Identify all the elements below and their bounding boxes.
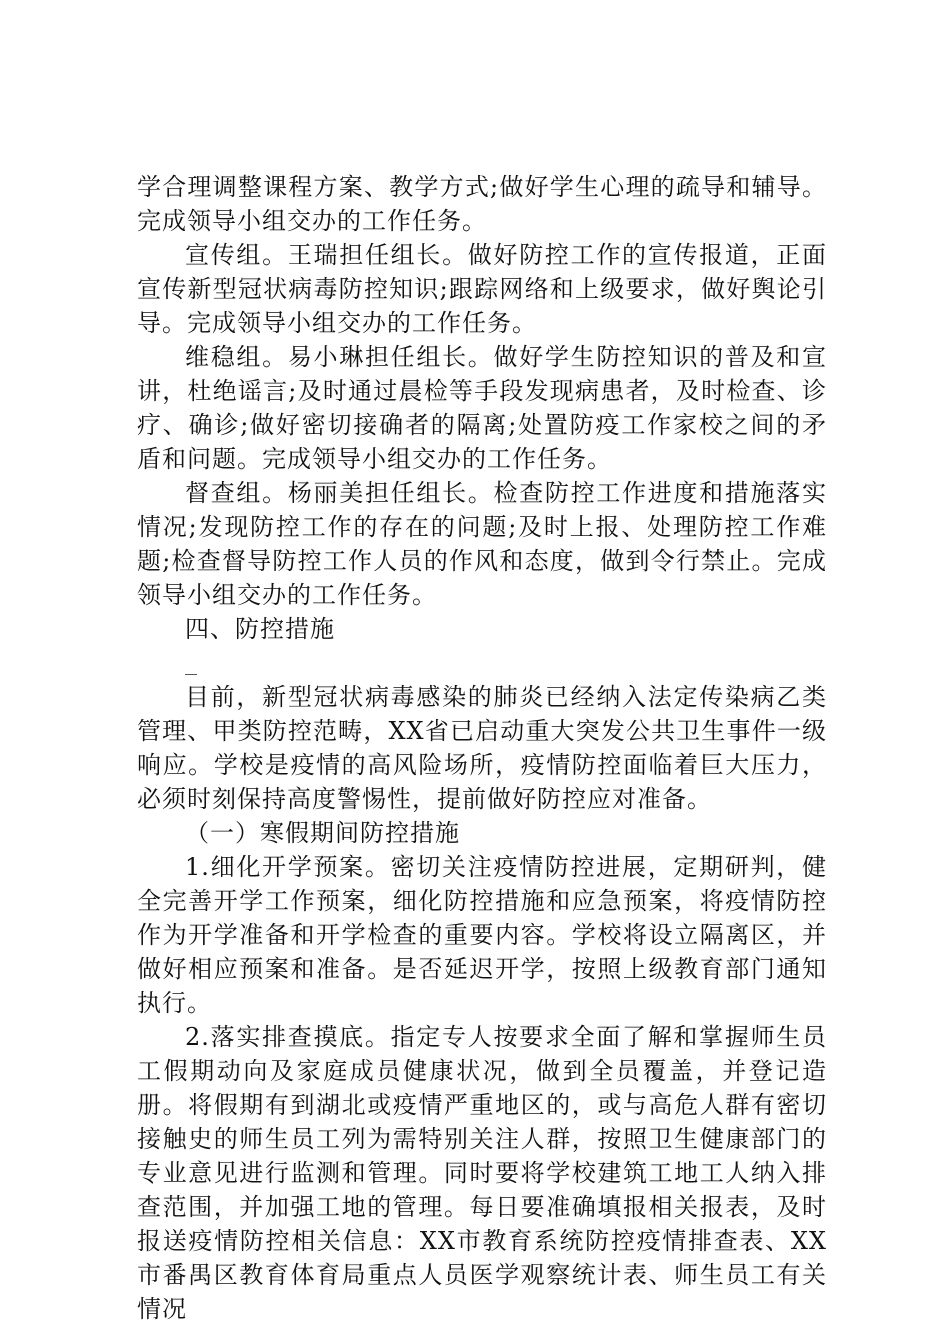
- paragraph-item-2: 2.落实排查摸底。指定专人按要求全面了解和掌握师生员工假期动向及家庭成员健康状况，做到全员覆盖，并登记造册。将假期有到湖北或疫情严重地区的，或与高危人群有密切接触史的师生员工列为需特别关注人群，按照卫生健康部门的专业意见进行监测和管理。同时要将学校建筑工地工人纳入排查范围，并加强工地的管理。每日要准确填报相关报表，及时报送疫情防控相关信息：XX市教育系统防控疫情排查表、XX市番禺区教育体育局重点人员医学观察统计表、师生员工有关情况: [137, 1023, 827, 1323]
- underline-mark: [185, 674, 197, 675]
- paragraph-stability-group: 维稳组。易小琳担任组长。做好学生防控知识的普及和宣讲，杜绝谣言;及时通过晨检等手段发现病患者，及时检查、诊疗、确诊;做好密切接确者的隔离;处置防疫工作家校之间的矛盾和问题。完成领导小组交办的工作任务。: [137, 343, 827, 473]
- paragraph-continuation: 学合理调整课程方案、教学方式;做好学生心理的疏导和辅导。完成领导小组交办的工作任务。: [137, 173, 827, 235]
- paragraph-supervision-group: 督查组。杨丽美担任组长。检查防控工作进度和措施落实情况;发现防控工作的存在的问题;及时上报、处理防控工作难题;检查督导防控工作人员的作风和态度，做到令行禁止。完成领导小组交办的工作任务。: [137, 479, 827, 609]
- blank-line: [137, 646, 827, 680]
- document-body: [137, 170, 827, 1326]
- subsection-heading-winter-break: （一）寒假期间防控措施: [185, 819, 460, 847]
- paragraph-publicity-group: 宣传组。王瑞担任组长。做好防控工作的宣传报道，正面宣传新型冠状病毒防控知识;跟踪网络和上级要求，做好舆论引导。完成领导小组交办的工作任务。: [137, 241, 827, 337]
- paragraph-item-1: 1.细化开学预案。密切关注疫情防控进展，定期研判，健全完善开学工作预案，细化防控措施和应急预案，将疫情防控作为开学准备和开学检查的重要内容。学校将设立隔离区，并做好相应预案和准备。是否延迟开学，按照上级教育部门通知执行。: [137, 853, 827, 1017]
- paragraph-current-situation: 目前，新型冠状病毒感染的肺炎已经纳入法定传染病乙类管理、甲类防控范畴，XX省已启动重大突发公共卫生事件一级响应。学校是疫情的高风险场所，疫情防控面临着巨大压力，必须时刻保持高度警惕性，提前做好防控应对准备。: [137, 683, 827, 813]
- section-heading-measures: 四、防控措施: [185, 615, 335, 643]
